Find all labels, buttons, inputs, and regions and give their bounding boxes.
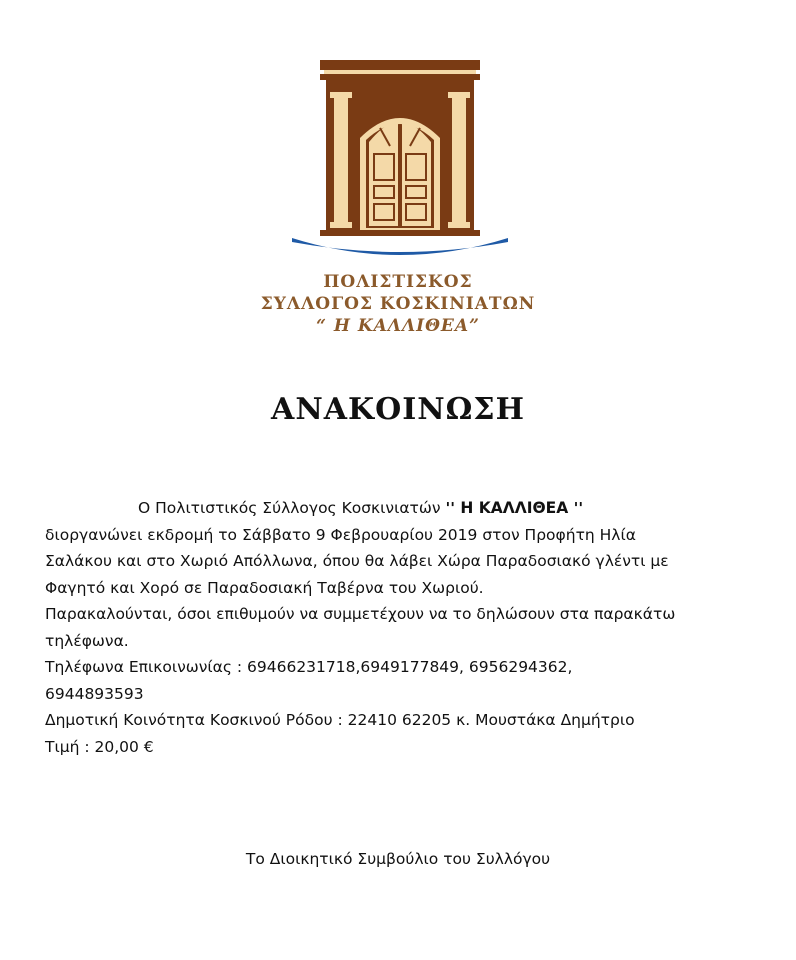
logo-cornice bbox=[320, 60, 480, 70]
logo-column-right bbox=[452, 96, 466, 224]
body-line-5: Παρακαλούνται, όσοι επιθυμούν να συμμετέχουν να το δηλώσουν στα παρακάτω bbox=[45, 605, 676, 623]
association-name: '' Η ΚΑΛΛΙΘΕΑ '' bbox=[445, 499, 584, 517]
org-name-line1: ΠΟΛΙΣΤΙΣΚΟΣ bbox=[323, 272, 473, 292]
org-name-line3: “ Η ΚΑΛΛΙΘΕΑ” bbox=[316, 316, 480, 336]
signature: Το Διοικητικό Συμβούλιο του Συλλόγου bbox=[245, 850, 551, 868]
logo-column-left bbox=[334, 96, 348, 224]
association-logo bbox=[290, 58, 510, 258]
intro-prefix: Ο Πολιτιστικός Σύλλογος Κοσκινιατών bbox=[138, 499, 446, 517]
phones-line: Τηλέφωνα Επικοινωνίας : 69466231718,6949177849, 6956294362, bbox=[45, 658, 573, 676]
announcement-title: ΑΝΑΚΟΙΝΩΣΗ bbox=[271, 392, 525, 427]
announcement-body bbox=[45, 495, 765, 760]
logo-sea-wave bbox=[292, 238, 508, 255]
municipality-line: Δημοτική Κοινότητα Κοσκινού Ρόδου : 22410 62205 κ. Μουστάκα Δημήτριο bbox=[45, 711, 635, 729]
price-line: Τιμή : 20,00 € bbox=[45, 737, 154, 756]
intro-line bbox=[45, 495, 765, 522]
phones-line-2: 6944893593 bbox=[45, 684, 144, 703]
body-line-4: Φαγητό και Χορό σε Παραδοσιακή Ταβέρνα του Χωριού. bbox=[45, 578, 484, 597]
body-line-2: διοργανώνει εκδρομή το Σάββατο 9 Φεβρουαρίου 2019 στον Προφήτη Ηλία bbox=[45, 525, 636, 544]
body-line-6: τηλέφωνα. bbox=[45, 631, 129, 650]
org-name-line2: ΣΥΛΛΟΓΟΣ ΚΟΣΚΙΝΙΑΤΩΝ bbox=[260, 294, 536, 314]
body-line-3: Σαλάκου και στο Χωριό Απόλλωνα, όπου θα λάβει Χώρα Παραδοσιακό γλέντι με bbox=[45, 552, 669, 570]
